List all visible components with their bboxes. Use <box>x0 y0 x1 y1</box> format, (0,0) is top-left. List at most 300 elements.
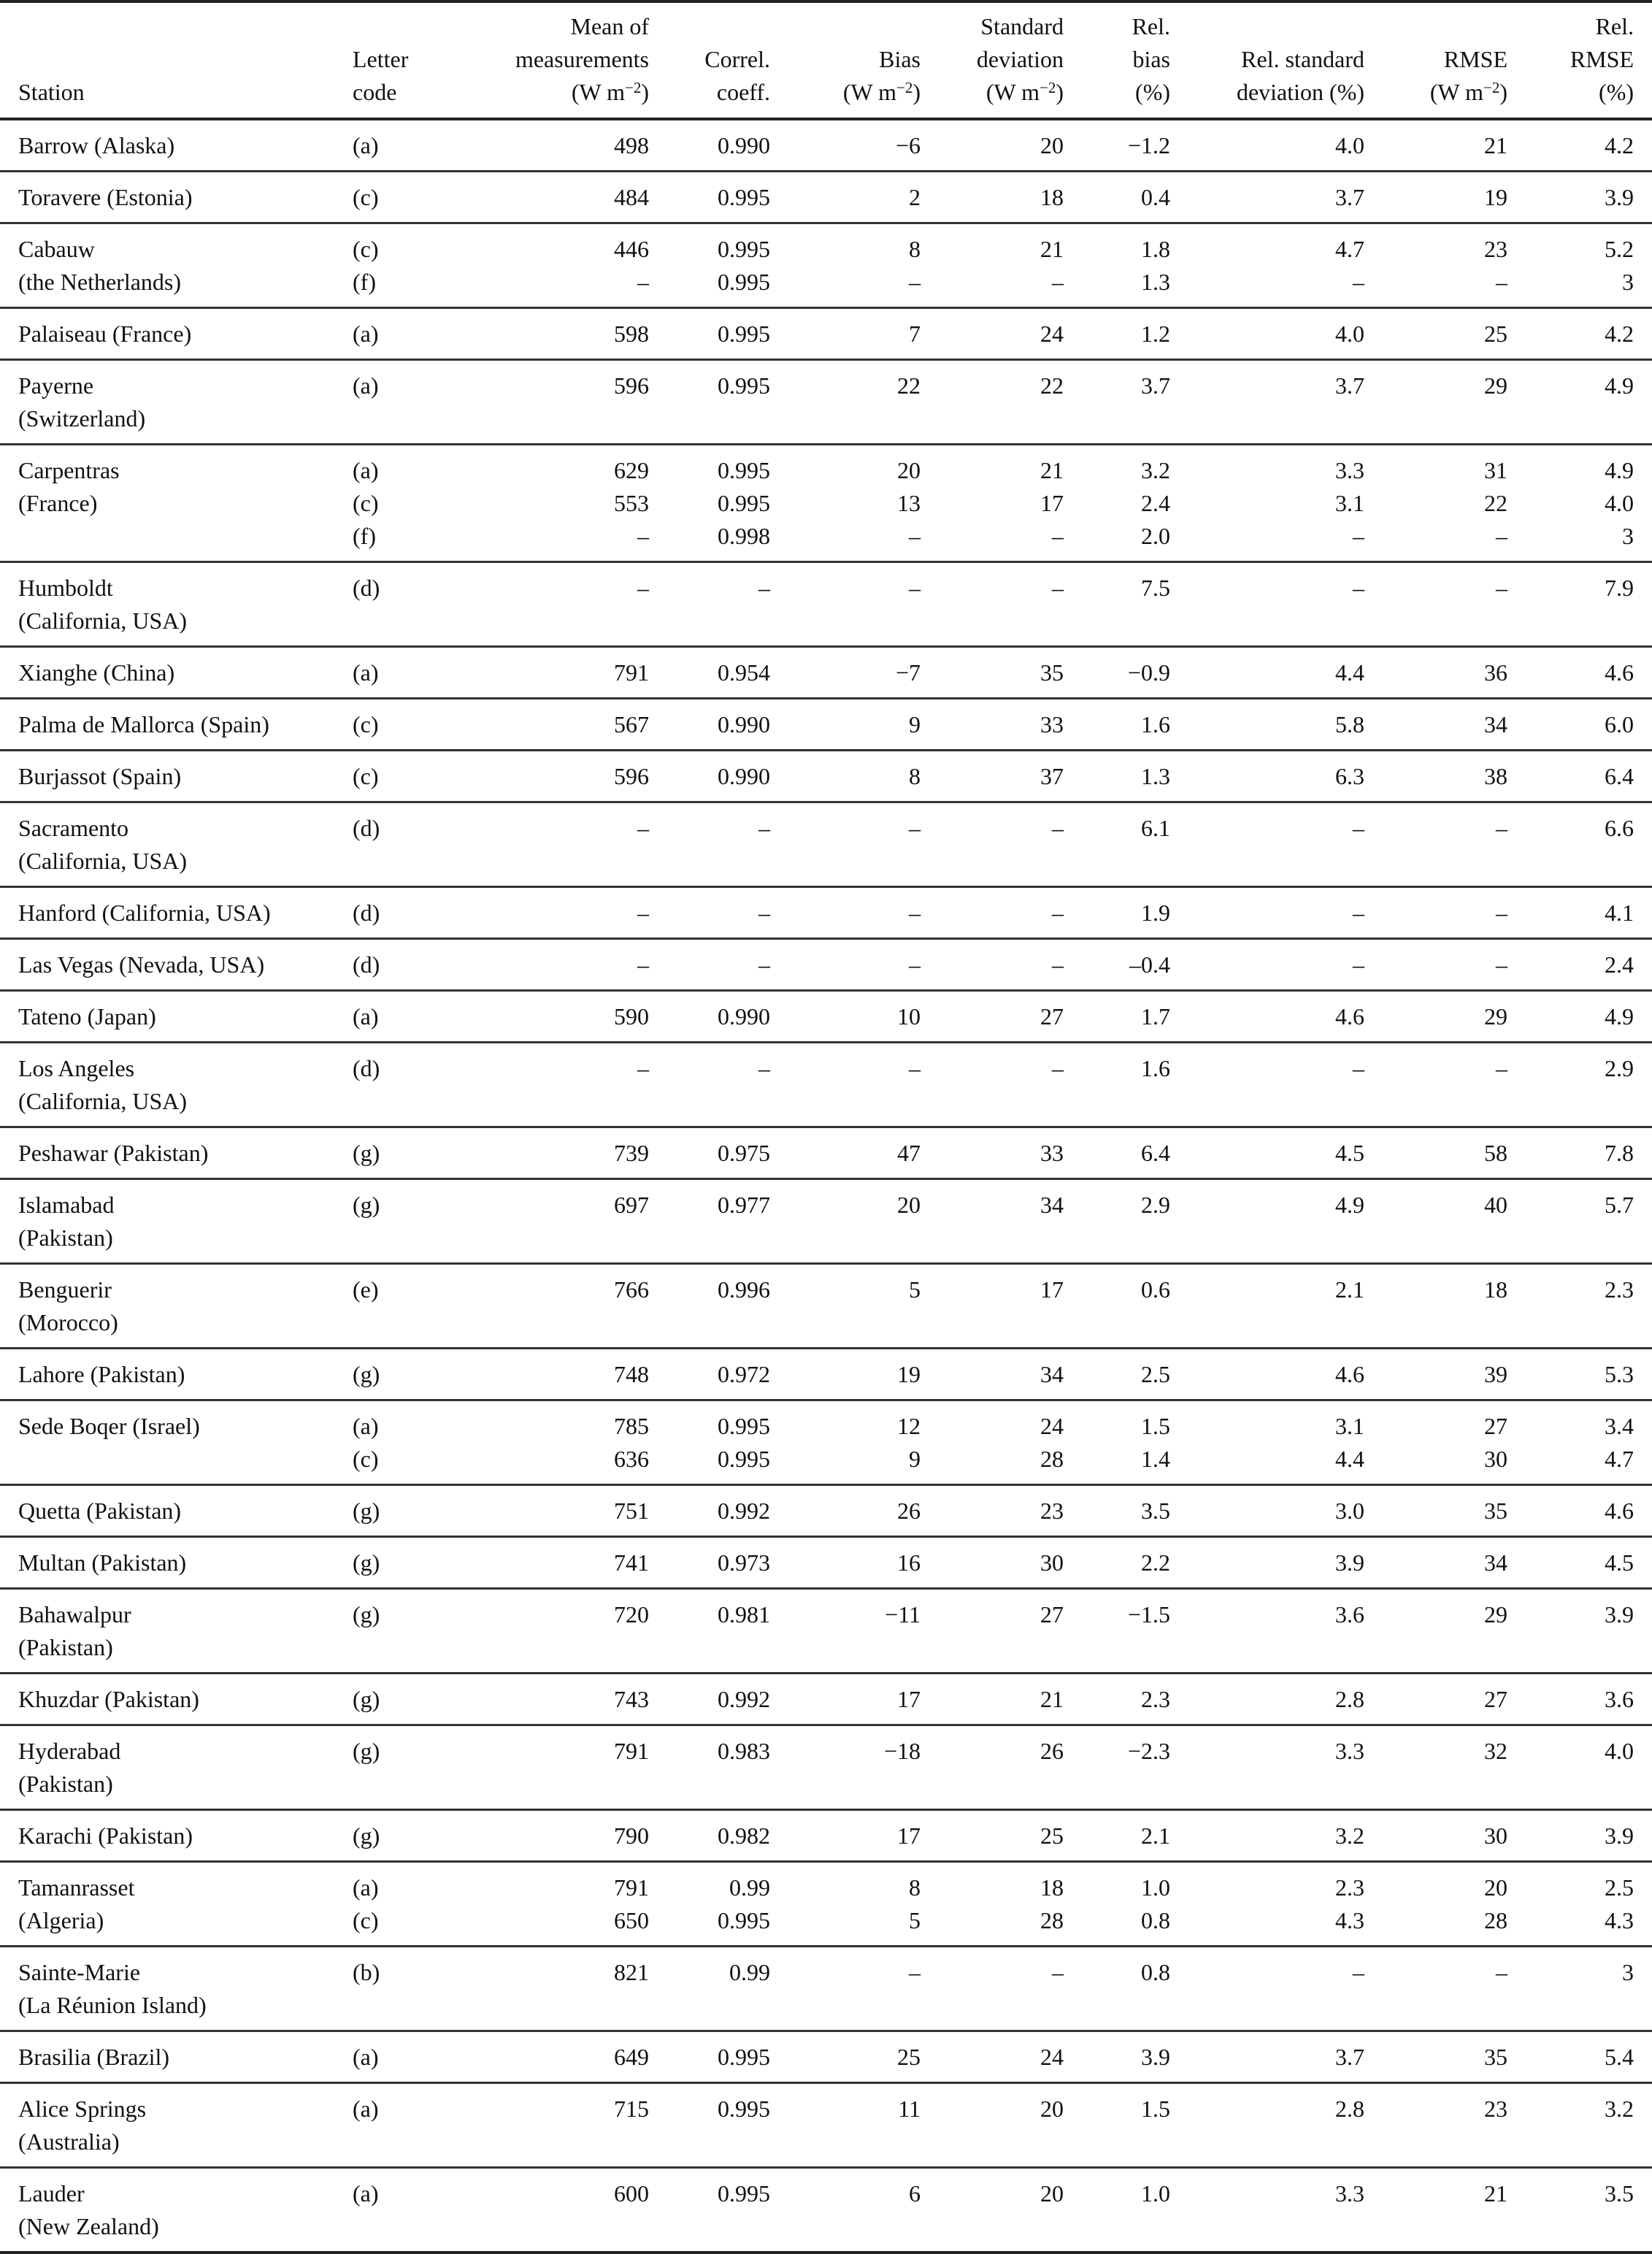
std-cell <box>926 1400 1069 1485</box>
cell-value: 0.995 <box>718 269 770 295</box>
bias-cell <box>776 1400 926 1485</box>
bias-cell <box>776 1127 926 1179</box>
correl-cell <box>655 1947 776 2031</box>
rel-bias-cell <box>1069 360 1176 445</box>
cell-value: 20 <box>1040 2180 1064 2207</box>
rel-rmse-cell <box>1513 562 1652 647</box>
mean-cell <box>446 802 655 887</box>
cell-value: – <box>637 575 649 601</box>
letter-code-cell <box>345 1179 446 1264</box>
table-row <box>0 223 1652 308</box>
cell-value: 0.981 <box>718 1601 770 1628</box>
cell-value: 1.0 <box>1141 2180 1170 2207</box>
table-row <box>0 1537 1652 1589</box>
rmse-cell <box>1370 2168 1513 2253</box>
rel-rmse-cell <box>1513 1537 1652 1589</box>
std-cell <box>926 2168 1069 2253</box>
cell-value: 741 <box>614 1549 649 1576</box>
std-cell <box>926 699 1069 751</box>
cell-value: 22 <box>897 372 921 399</box>
mean-cell <box>446 360 655 445</box>
header-label-line: bias <box>1132 46 1170 72</box>
cell-value: – <box>1496 575 1507 601</box>
station-cell <box>0 991 345 1043</box>
header-label-line: Rel. <box>1132 13 1170 39</box>
rel-bias-cell <box>1069 887 1176 939</box>
cell-value: 4.0 <box>1335 321 1364 347</box>
rel-rmse-cell <box>1513 1400 1652 1485</box>
rel-std-cell <box>1176 2168 1370 2253</box>
cell-value: (a) <box>353 372 379 399</box>
bias-cell <box>776 223 926 308</box>
rel-rmse-cell <box>1513 751 1652 802</box>
cell-value: 4.5 <box>1335 1140 1364 1166</box>
cell-value: – <box>637 815 649 841</box>
std-cell <box>926 1947 1069 2031</box>
mean-cell <box>446 751 655 802</box>
cell-value: – <box>637 1055 649 1081</box>
cell-value: 2.8 <box>1335 1686 1364 1712</box>
cell-value: 7.8 <box>1605 1140 1634 1166</box>
std-cell <box>926 1127 1069 1179</box>
rel-bias-cell <box>1069 1862 1176 1947</box>
cell-value: 2.2 <box>1141 1549 1170 1576</box>
mean-cell <box>446 562 655 647</box>
rel-rmse-cell <box>1513 1127 1652 1179</box>
cell-value: – <box>758 1055 770 1081</box>
letter-code-cell <box>345 1400 446 1485</box>
table-row <box>0 1947 1652 2031</box>
rel-bias-cell <box>1069 1179 1176 1264</box>
cell-value: – <box>1353 815 1364 841</box>
cell-value: 4.4 <box>1335 659 1364 686</box>
mean-cell <box>446 887 655 939</box>
mean-cell <box>446 1947 655 2031</box>
std-cell <box>926 991 1069 1043</box>
cell-value: – <box>1052 951 1064 978</box>
table-row <box>0 647 1652 699</box>
cell-value: (c) <box>353 236 379 262</box>
cell-value: 791 <box>614 659 649 686</box>
cell-value: 26 <box>1040 1738 1064 1764</box>
correl-cell <box>655 308 776 360</box>
cell-value: 33 <box>1040 1140 1064 1166</box>
cell-value: 20 <box>897 1192 921 1218</box>
rel-bias-cell <box>1069 1537 1176 1589</box>
rmse-cell <box>1370 119 1513 172</box>
bias-cell <box>776 647 926 699</box>
rmse-cell <box>1370 1127 1513 1179</box>
cell-value: 3.7 <box>1335 372 1364 399</box>
cell-value: (g) <box>353 1686 380 1712</box>
correl-cell <box>655 1485 776 1537</box>
rel-bias-cell <box>1069 1400 1176 1485</box>
unit-base: (W m <box>1429 79 1483 105</box>
table-row <box>0 1589 1652 1674</box>
rel-bias-cell <box>1069 802 1176 887</box>
cell-value: 1.6 <box>1141 711 1170 737</box>
cell-value: Lauder <box>18 2180 85 2207</box>
cell-value: 31 <box>1484 457 1507 483</box>
cell-value: 3.1 <box>1335 490 1364 516</box>
cell-value: (California, USA) <box>18 848 188 874</box>
cell-value: Karachi (Pakistan) <box>18 1822 193 1849</box>
std-cell <box>926 2083 1069 2168</box>
cell-value: (d) <box>353 815 380 841</box>
cell-value: 2.1 <box>1141 1822 1170 1849</box>
rel-bias-cell <box>1069 1485 1176 1537</box>
cell-value: – <box>909 815 921 841</box>
cell-value: 4.0 <box>1605 1738 1634 1764</box>
cell-value: 5.3 <box>1605 1361 1634 1387</box>
rel-bias-cell <box>1069 991 1176 1043</box>
station-cell <box>0 223 345 308</box>
cell-value: 21 <box>1040 1686 1064 1712</box>
table-row <box>0 939 1652 991</box>
rel-rmse-cell <box>1513 939 1652 991</box>
table-row <box>0 2083 1652 2168</box>
letter-code-cell <box>345 119 446 172</box>
cell-value: 0.99 <box>729 1874 770 1901</box>
cell-value: 27 <box>1484 1413 1507 1439</box>
cell-value: 598 <box>614 321 649 347</box>
cell-value: 18 <box>1040 184 1064 210</box>
header-label-line: Mean of <box>570 13 649 39</box>
unit-close: ) <box>1056 79 1064 105</box>
mean-cell <box>446 1862 655 1947</box>
rel-bias-cell <box>1069 1947 1176 2031</box>
header-label-line: RMSE <box>1570 46 1634 72</box>
unit-exponent: −2 <box>1483 79 1500 96</box>
cell-value: 23 <box>1484 2096 1507 2122</box>
cell-value: – <box>1353 1959 1364 1985</box>
std-cell <box>926 360 1069 445</box>
cell-value: 30 <box>1484 1446 1507 1472</box>
cell-value: 3.9 <box>1141 2044 1170 2070</box>
rel-std-cell <box>1176 751 1370 802</box>
rel-std-cell <box>1176 2031 1370 2083</box>
cell-value: 3.4 <box>1605 1413 1634 1439</box>
header-label-line: (%) <box>1599 79 1634 105</box>
cell-value: 0.954 <box>718 659 770 686</box>
cell-value: Los Angeles <box>18 1055 135 1081</box>
cell-value: 553 <box>614 490 649 516</box>
cell-value: 785 <box>614 1413 649 1439</box>
unit-exponent: −2 <box>896 79 913 96</box>
cell-value: (a) <box>353 1413 379 1439</box>
cell-value: 0.990 <box>718 132 770 158</box>
cell-value: 821 <box>614 1959 649 1985</box>
mean-cell <box>446 1127 655 1179</box>
std-cell <box>926 1179 1069 1264</box>
std-cell <box>926 119 1069 172</box>
cell-value: (a) <box>353 2096 379 2122</box>
correl-cell <box>655 699 776 751</box>
header-unit <box>782 76 921 109</box>
cell-value: 34 <box>1040 1361 1064 1387</box>
cell-value: (the Netherlands) <box>18 269 182 295</box>
cell-value: 3.5 <box>1141 1498 1170 1524</box>
cell-value: 4.7 <box>1335 236 1364 262</box>
station-cell <box>0 1810 345 1862</box>
mean-cell <box>446 1589 655 1674</box>
cell-value: 4.1 <box>1605 900 1634 926</box>
rel-std-cell <box>1176 223 1370 308</box>
station-cell <box>0 1589 345 1674</box>
rel-std-cell <box>1176 991 1370 1043</box>
cell-value: 2.3 <box>1605 1276 1634 1303</box>
station-cell <box>0 647 345 699</box>
cell-value: (b) <box>353 1959 380 1985</box>
rel-rmse-cell <box>1513 172 1652 223</box>
bias-cell <box>776 751 926 802</box>
cell-value: 40 <box>1484 1192 1507 1218</box>
rel-rmse-cell <box>1513 1947 1652 2031</box>
header-label-line: RMSE <box>1443 46 1507 72</box>
cell-value: 18 <box>1484 1276 1507 1303</box>
rmse-cell <box>1370 2083 1513 2168</box>
cell-value: Sacramento <box>18 815 129 841</box>
rel-rmse-cell <box>1513 802 1652 887</box>
letter-code-cell <box>345 172 446 223</box>
cell-value: (c) <box>353 711 379 737</box>
table-header <box>0 1 1652 119</box>
header-mean-of-measurements <box>446 1 655 119</box>
cell-value: Islamabad <box>18 1192 115 1218</box>
correl-cell <box>655 1127 776 1179</box>
letter-code-cell <box>345 1127 446 1179</box>
cell-value: 2.1 <box>1335 1276 1364 1303</box>
cell-value: 766 <box>614 1276 649 1303</box>
cell-value: 4.2 <box>1605 321 1634 347</box>
cell-value: – <box>1052 815 1064 841</box>
bias-cell <box>776 939 926 991</box>
rel-bias-cell <box>1069 1674 1176 1725</box>
std-cell <box>926 223 1069 308</box>
rel-bias-cell <box>1069 2168 1176 2253</box>
cell-value: 6.4 <box>1605 763 1634 789</box>
rel-bias-cell <box>1069 939 1176 991</box>
table-row <box>0 1810 1652 1862</box>
rmse-cell <box>1370 1862 1513 1947</box>
header-label-line: measurements <box>515 46 649 72</box>
rel-bias-cell <box>1069 1725 1176 1810</box>
mean-cell <box>446 2168 655 2253</box>
header-label-line: coeff. <box>716 79 770 105</box>
std-cell <box>926 2031 1069 2083</box>
cell-value: 0.6 <box>1141 1276 1170 1303</box>
cell-value: 0.995 <box>718 321 770 347</box>
station-cell <box>0 1725 345 1810</box>
std-cell <box>926 887 1069 939</box>
cell-value: – <box>758 815 770 841</box>
cell-value: 3.9 <box>1335 1549 1364 1576</box>
correl-cell <box>655 1674 776 1725</box>
cell-value: 7.5 <box>1141 575 1170 601</box>
cell-value: 4.3 <box>1605 1907 1634 1933</box>
std-cell <box>926 445 1069 562</box>
mean-cell <box>446 991 655 1043</box>
cell-value: (New Zealand) <box>18 2213 159 2239</box>
cell-value: 30 <box>1484 1822 1507 1849</box>
table-row <box>0 991 1652 1043</box>
bias-cell <box>776 699 926 751</box>
cell-value: 23 <box>1040 1498 1064 1524</box>
cell-value: 3.6 <box>1605 1686 1634 1712</box>
station-cell <box>0 445 345 562</box>
cell-value: 1.4 <box>1141 1446 1170 1472</box>
cell-value: 3.1 <box>1335 1413 1364 1439</box>
station-cell <box>0 119 345 172</box>
letter-code-cell <box>345 647 446 699</box>
cell-value: – <box>1052 1959 1064 1985</box>
cell-value: (La Réunion Island) <box>18 1992 207 2018</box>
rel-std-cell <box>1176 119 1370 172</box>
rel-std-cell <box>1176 1400 1370 1485</box>
correl-cell <box>655 2168 776 2253</box>
cell-value: 20 <box>1484 1874 1507 1901</box>
rel-rmse-cell <box>1513 119 1652 172</box>
cell-value: 2.5 <box>1141 1361 1170 1387</box>
rel-rmse-cell <box>1513 699 1652 751</box>
rmse-cell <box>1370 1810 1513 1862</box>
table-row <box>0 119 1652 172</box>
cell-value: 5.4 <box>1605 2044 1634 2070</box>
letter-code-cell <box>345 1674 446 1725</box>
mean-cell <box>446 1400 655 1485</box>
letter-code-cell <box>345 1810 446 1862</box>
cell-value: 3.0 <box>1335 1498 1364 1524</box>
cell-value: 0.982 <box>718 1822 770 1849</box>
header-standard-deviation <box>926 1 1069 119</box>
cell-value: (f) <box>353 269 376 295</box>
rel-std-cell <box>1176 1485 1370 1537</box>
cell-value: 567 <box>614 711 649 737</box>
cell-value: 0.995 <box>718 2096 770 2122</box>
rmse-cell <box>1370 2031 1513 2083</box>
cell-value: 7 <box>909 321 921 347</box>
table-body <box>0 119 1652 2253</box>
cell-value: 34 <box>1040 1192 1064 1218</box>
letter-code-cell <box>345 887 446 939</box>
cell-value: Peshawar (Pakistan) <box>18 1140 209 1166</box>
cell-value: – <box>758 900 770 926</box>
cell-value: 0.995 <box>718 457 770 483</box>
bias-cell <box>776 1179 926 1264</box>
std-cell <box>926 647 1069 699</box>
cell-value: (g) <box>353 1738 380 1764</box>
cell-value: 5.8 <box>1335 711 1364 737</box>
cell-value: 20 <box>897 457 921 483</box>
table-row <box>0 802 1652 887</box>
cell-value: 3 <box>1622 523 1634 549</box>
rmse-cell <box>1370 887 1513 939</box>
cell-value: 4.3 <box>1335 1907 1364 1933</box>
cell-value: 25 <box>1484 321 1507 347</box>
rel-std-cell <box>1176 562 1370 647</box>
cell-value: – <box>1052 575 1064 601</box>
station-cell <box>0 1127 345 1179</box>
cell-value: 0.972 <box>718 1361 770 1387</box>
cell-value: 748 <box>614 1361 649 1387</box>
cell-value: 6.1 <box>1141 815 1170 841</box>
cell-value: 1.8 <box>1141 236 1170 262</box>
rel-std-cell <box>1176 1349 1370 1400</box>
cell-value: 0.995 <box>718 1413 770 1439</box>
cell-value: 17 <box>1040 490 1064 516</box>
station-cell <box>0 939 345 991</box>
cell-value: (Algeria) <box>18 1907 104 1933</box>
cell-value: −2.3 <box>1127 1738 1170 1764</box>
rmse-cell <box>1370 360 1513 445</box>
rel-bias-cell <box>1069 751 1176 802</box>
cell-value: –0.4 <box>1129 951 1170 978</box>
cell-value: – <box>909 269 921 295</box>
header-label-line: code <box>353 79 397 105</box>
std-cell <box>926 1349 1069 1400</box>
cell-value: 35 <box>1040 659 1064 686</box>
cell-value: Sede Boqer (Israel) <box>18 1413 200 1439</box>
letter-code-cell <box>345 1264 446 1349</box>
bias-cell <box>776 2083 926 2168</box>
station-cell <box>0 1043 345 1127</box>
rel-std-cell <box>1176 360 1370 445</box>
cell-value: 8 <box>909 763 921 789</box>
cell-value: 35 <box>1484 2044 1507 2070</box>
rel-std-cell <box>1176 887 1370 939</box>
cell-value: 739 <box>614 1140 649 1166</box>
rel-rmse-cell <box>1513 308 1652 360</box>
cell-value: 0.995 <box>718 1907 770 1933</box>
cell-value: 36 <box>1484 659 1507 686</box>
letter-code-cell <box>345 308 446 360</box>
cell-value: – <box>637 900 649 926</box>
header-row <box>0 1 1652 119</box>
letter-code-cell <box>345 1485 446 1537</box>
std-cell <box>926 1810 1069 1862</box>
cell-value: 0.975 <box>718 1140 770 1166</box>
bias-cell <box>776 1674 926 1725</box>
correl-cell <box>655 802 776 887</box>
cell-value: 4.6 <box>1605 659 1634 686</box>
rel-rmse-cell <box>1513 2168 1652 2253</box>
cell-value: 17 <box>1040 1276 1064 1303</box>
cell-value: 2.4 <box>1141 490 1170 516</box>
mean-cell <box>446 172 655 223</box>
std-cell <box>926 1537 1069 1589</box>
cell-value: 5.7 <box>1605 1192 1634 1218</box>
cell-value: – <box>1353 1055 1364 1081</box>
header-rmse <box>1370 1 1513 119</box>
cell-value: 1.0 <box>1141 1874 1170 1901</box>
cell-value: 596 <box>614 372 649 399</box>
cell-value: 24 <box>1040 321 1064 347</box>
cell-value: 8 <box>909 236 921 262</box>
cell-value: 5 <box>909 1276 921 1303</box>
rel-bias-cell <box>1069 119 1176 172</box>
cell-value: – <box>637 523 649 549</box>
rel-std-cell <box>1176 1862 1370 1947</box>
rel-std-cell <box>1176 1674 1370 1725</box>
cell-value: (g) <box>353 1601 380 1628</box>
cell-value: 0.996 <box>718 1276 770 1303</box>
rel-bias-cell <box>1069 647 1176 699</box>
cell-value: 2.8 <box>1335 2096 1364 2122</box>
cell-value: Payerne <box>18 372 94 399</box>
rmse-cell <box>1370 1725 1513 1810</box>
cell-value: 697 <box>614 1192 649 1218</box>
cell-value: 37 <box>1040 763 1064 789</box>
